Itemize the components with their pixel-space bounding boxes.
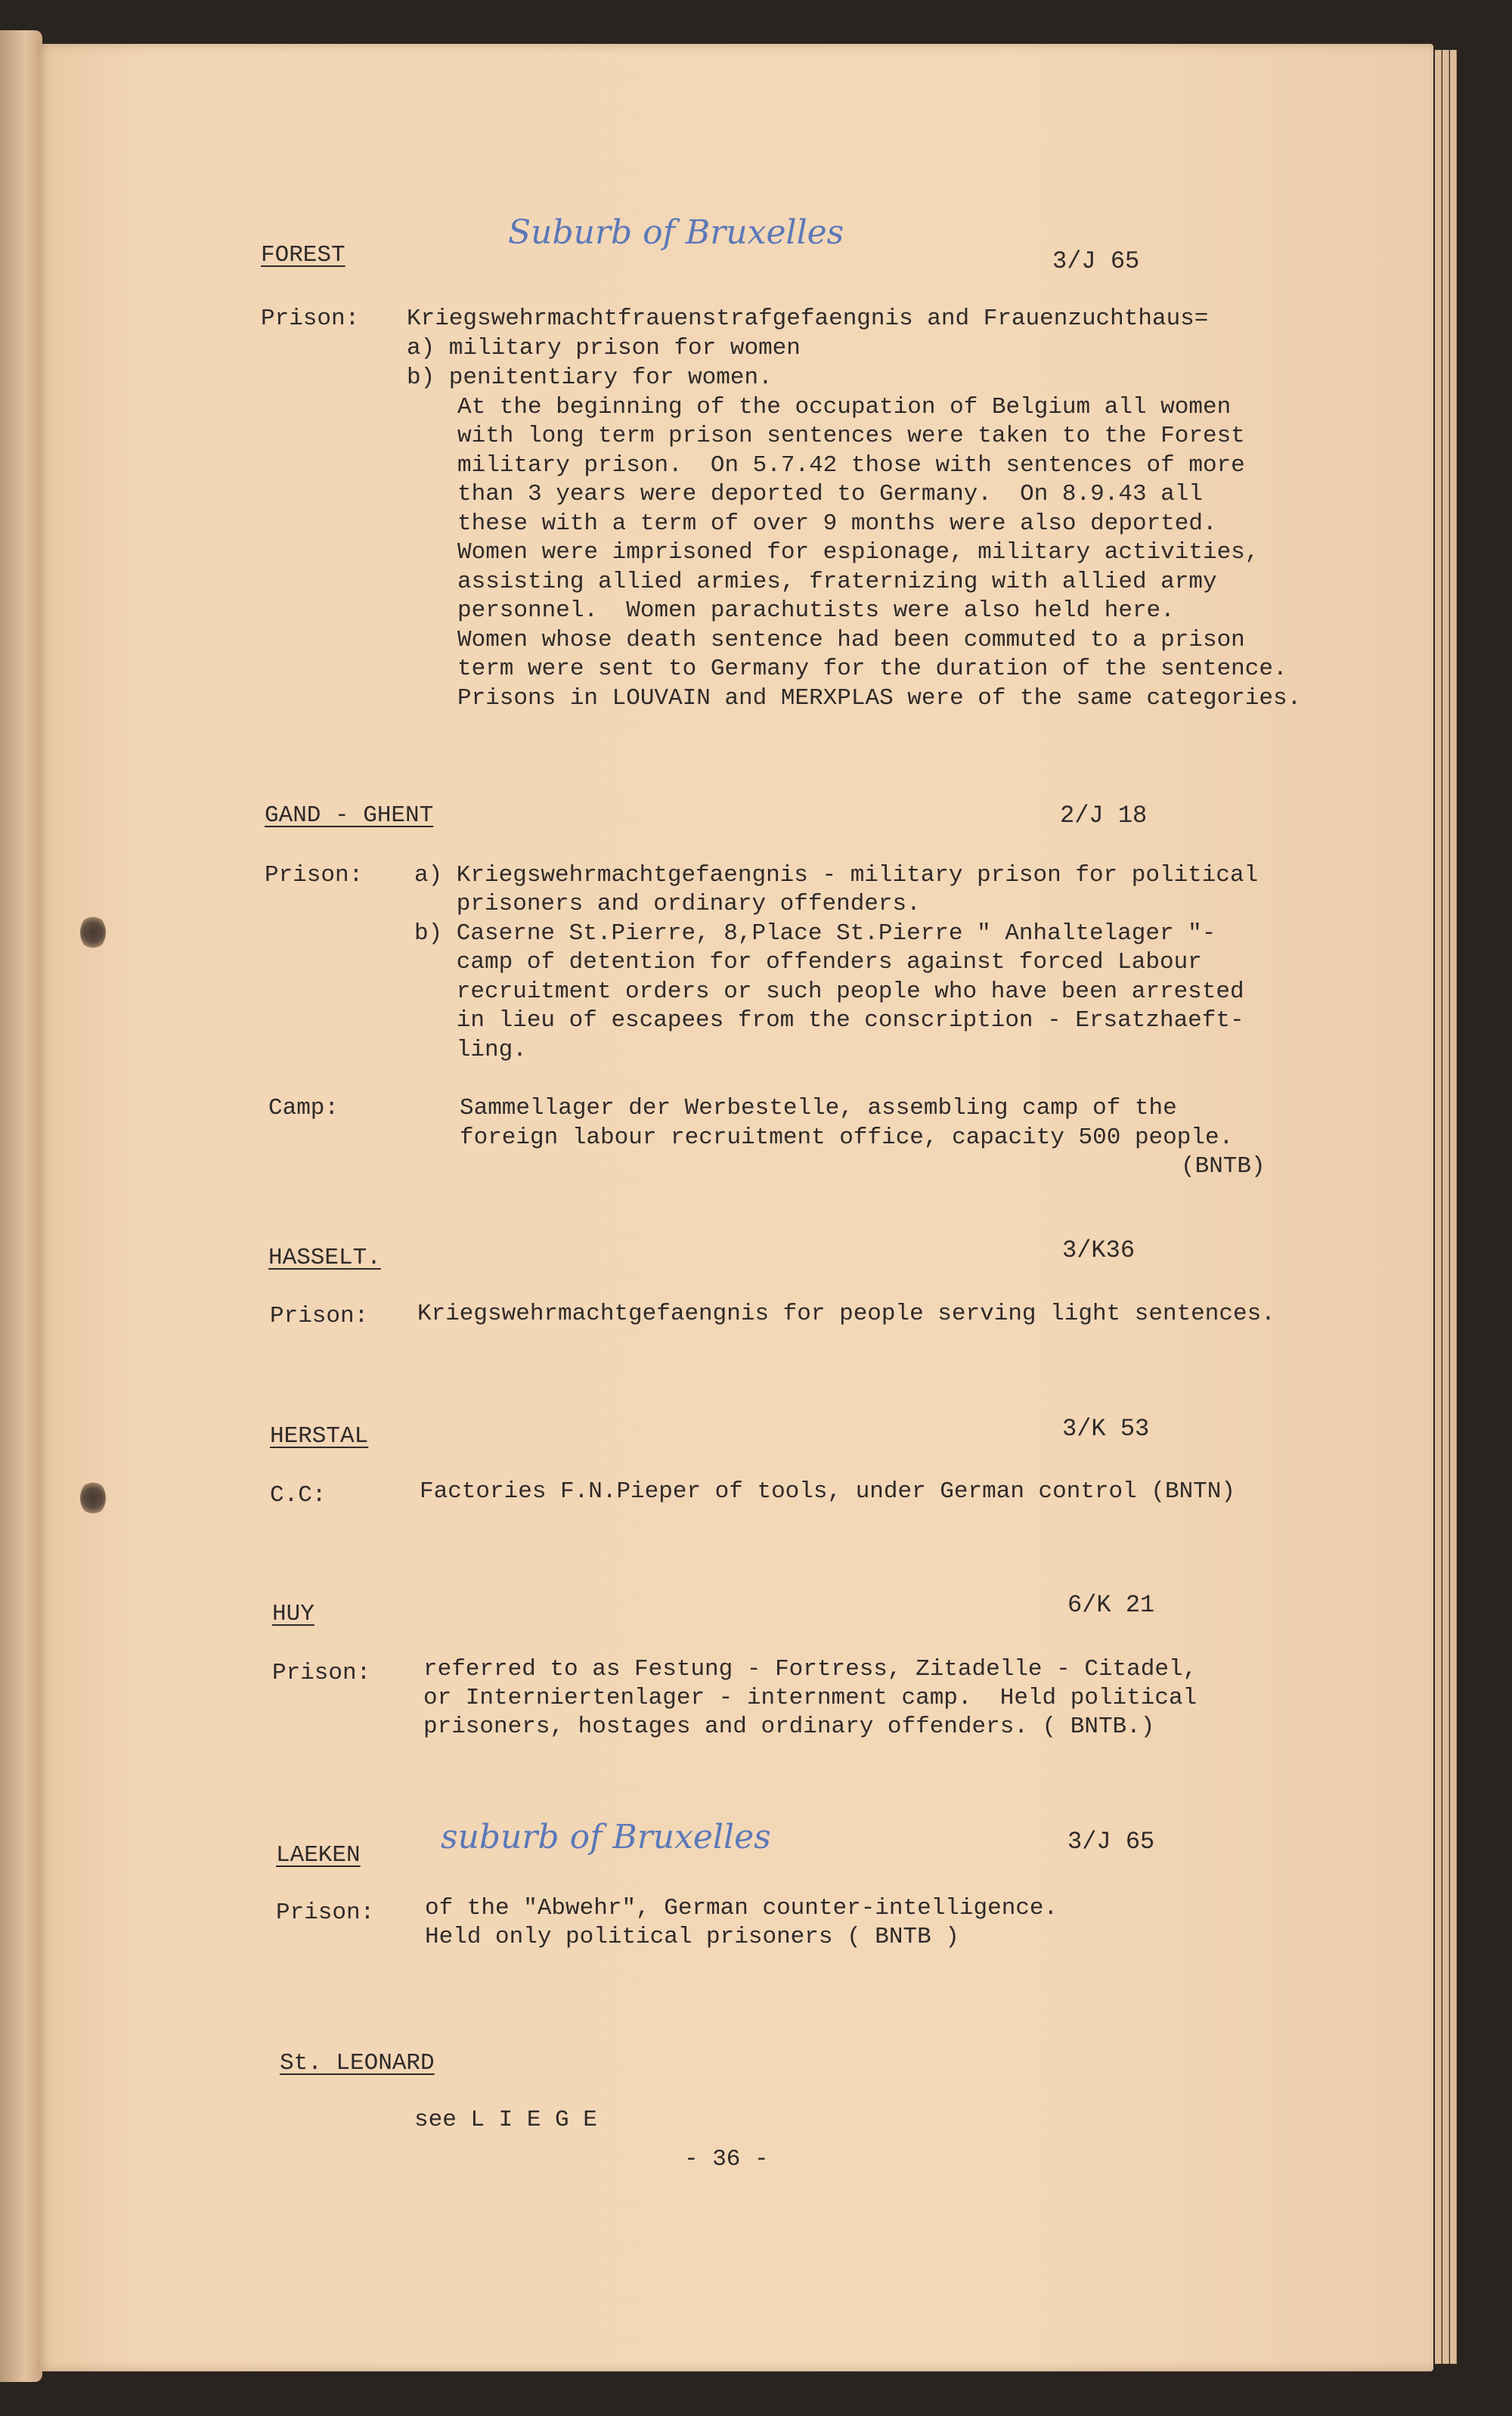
entry-line: term were sent to Germany for the duration of the sentence. (457, 656, 1287, 682)
entry-line: foreign labour recruitment office, capacity 500 people. (460, 1124, 1234, 1151)
entry-title-gand: GAND - GHENT (265, 802, 434, 829)
entry-line: in lieu of escapees from the conscription - Ersatzhaeft- (414, 1007, 1244, 1034)
page-stack-edge (1435, 50, 1442, 2364)
grid-ref-forest: 3/J 65 (1052, 247, 1140, 275)
entry-label-huy: Prison: (272, 1660, 371, 1686)
entry-line: of the "Abwehr", German counter-intelligence. (425, 1895, 1058, 1921)
entry-line: recruitment orders or such people who have been arrested (414, 978, 1244, 1005)
entry-line: Prisons in LOUVAIN and MERXPLAS were of the same categories. (457, 685, 1302, 712)
entry-line: assisting allied armies, fraternizing with allied army (457, 569, 1217, 595)
entry-title-huy: HUY (272, 1601, 314, 1627)
entry-line: or Interniertenlager - internment camp. Held political (423, 1685, 1198, 1711)
entry-line: prisoners and ordinary offenders. (414, 891, 921, 917)
entry-line: Factories F.N.Pieper of tools, under German control (BNTN) (420, 1478, 1235, 1505)
binder-hole (80, 1481, 106, 1515)
grid-ref-herstal: 3/K 53 (1062, 1415, 1150, 1443)
entry-title-hasselt: HASSELT. (268, 1245, 381, 1271)
entry-label-hasselt: Prison: (270, 1303, 369, 1329)
page-stack-edge (1450, 50, 1457, 2364)
grid-ref-huy: 6/K 21 (1067, 1591, 1155, 1619)
grid-ref-hasselt: 3/K36 (1062, 1236, 1136, 1264)
see-reference: see L I E G E (414, 2107, 597, 2133)
page-stack-edge (1442, 50, 1449, 2364)
entry-line: Kriegswehrmachtgefaengnis for people serving light sentences. (417, 1301, 1275, 1327)
entry-line: prisoners, hostages and ordinary offenders. ( BNTB.) (423, 1714, 1155, 1740)
entry-title-laeken: LAEKEN (276, 1842, 361, 1869)
entry-label-gand: Prison: (265, 862, 364, 889)
entry-line: Sammellager der Werbestelle, assembling camp of the (460, 1095, 1177, 1121)
entry-line: b) Caserne St.Pierre, 8,Place St.Pierre " Anhaltelager "- (414, 920, 1216, 947)
entry-line: referred to as Festung - Fortress, Zitadelle - Citadel, (423, 1656, 1198, 1683)
entry-line: b) penitentiary for women. (407, 364, 773, 391)
binder-hole (80, 915, 106, 950)
handwritten-annotation-forest: Suburb of Bruxelles (508, 213, 844, 252)
document-page (38, 44, 1433, 2371)
entry-line: a) military prison for women (407, 335, 801, 361)
entry-label-forest: Prison: (261, 305, 360, 332)
entry-label-laeken: Prison: (276, 1900, 375, 1926)
grid-ref-laeken: 3/J 65 (1067, 1828, 1155, 1856)
entry-line: Women whose death sentence had been commuted to a prison (457, 627, 1245, 653)
entry-line: these with a term of over 9 months were also deported. (457, 510, 1217, 537)
entry-title-leonard: St. LEONARD (280, 2050, 435, 2076)
entry-line: a) Kriegswehrmachtgefaengnis - military prison for political (414, 862, 1259, 889)
entry-line: camp of detention for offenders against forced Labour (414, 949, 1202, 975)
entry-line: Kriegswehrmachtfrauenstrafgefaengnis and Frauenzuchthaus= (407, 305, 1209, 332)
entry-line: military prison. On 5.7.42 those with sentences of more (457, 452, 1245, 479)
source-note: (BNTB) (1181, 1153, 1266, 1180)
entry-title-forest: FOREST (261, 242, 345, 268)
page-number: - 36 - (684, 2146, 769, 2173)
entry-line: with long term prison sentences were taken to the Forest (457, 423, 1245, 449)
facing-page-edge (0, 30, 42, 2382)
entry-line: than 3 years were deported to Germany. On 8.9.43 all (457, 481, 1203, 507)
entry-line: At the beginning of the occupation of Belgium all women (457, 394, 1232, 420)
entry-title-herstal: HERSTAL (270, 1423, 369, 1450)
grid-ref-gand: 2/J 18 (1060, 802, 1148, 830)
entry-line: Held only political prisoners ( BNTB ) (425, 1924, 959, 1950)
entry-line: Women were imprisoned for espionage, military activities, (457, 539, 1259, 566)
entry-label-herstal: C.C: (270, 1482, 327, 1509)
entry-line: ling. (414, 1037, 527, 1063)
entry-line: personnel. Women parachutists were also held here. (457, 597, 1175, 624)
entry-label-gand-camp: Camp: (268, 1095, 339, 1121)
handwritten-annotation-laeken: suburb of Bruxelles (441, 1818, 771, 1856)
